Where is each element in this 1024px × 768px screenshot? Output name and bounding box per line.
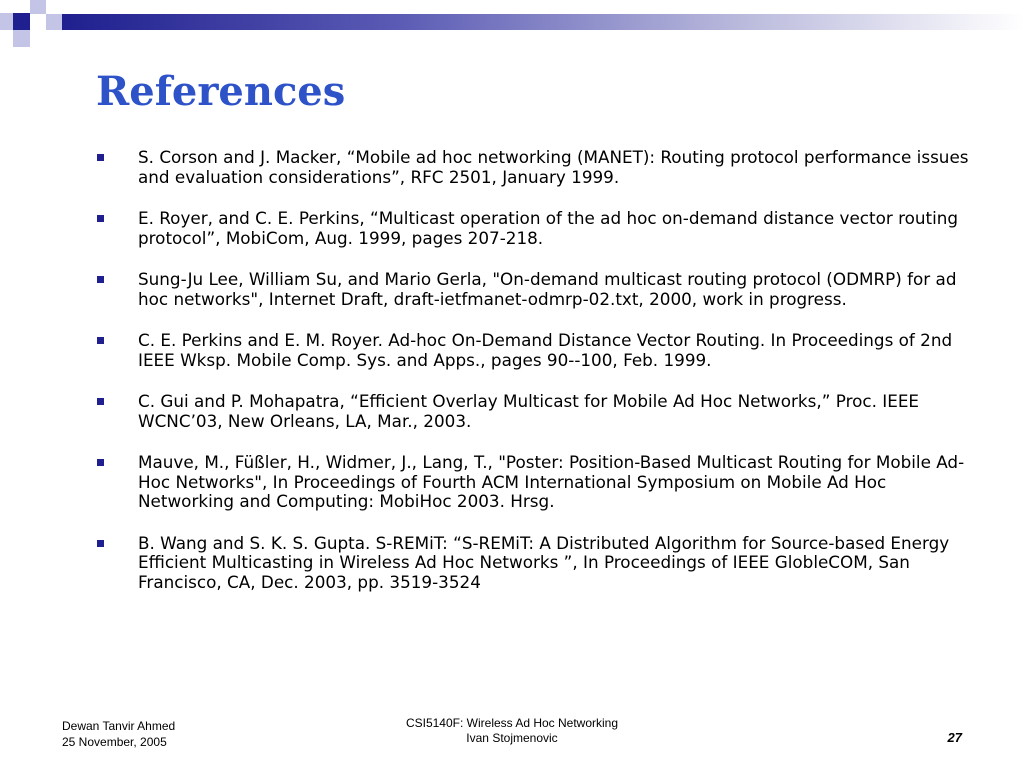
reference-text: C. Gui and P. Mohapatra, “Efficient Overlay Multicast for Mobile Ad Hoc Networks,” Proc. IEEE WCNC’03, New Orleans, LA, Mar., 2003. xyxy=(138,391,920,431)
reference-list xyxy=(96,148,976,614)
footer-course: CSI5140F: Wireless Ad Hoc Networking xyxy=(405,716,619,730)
header-gradient-bar xyxy=(62,14,1024,30)
footer-author: Dewan Tanvir Ahmed xyxy=(62,719,176,733)
reference-item xyxy=(96,148,976,187)
reference-text: Sung-Ju Lee, William Su, and Mario Gerla, "On-demand multicast routing protocol (ODMRP) for ad hoc networks", Internet Draft, draft-ietfmanet-odmrp-02.txt, 2000, work in progress. xyxy=(138,269,957,309)
reference-text: B. Wang and S. K. S. Gupta. S-REMiT: “S-REMiT: A Distributed Algorithm for Source-based Energy Efficient Multicasting in Wireless Ad Hoc Networks ”, In Proceedings of IEEE GlobleCOM, San Francisco, CA, Dec. 2003, pp. 3519-3524 xyxy=(138,532,950,592)
corner-square-decoration xyxy=(30,0,46,14)
square-bullet-icon xyxy=(97,337,104,344)
reference-text: E. Royer, and C. E. Perkins, “Multicast operation of the ad hoc on-demand distance vector routing protocol”, MobiCom, Aug. 1999, pages 207-218. xyxy=(138,208,959,248)
square-bullet-icon xyxy=(97,276,104,283)
square-bullet-icon xyxy=(97,540,104,547)
reference-item xyxy=(96,209,976,248)
reference-text: C. E. Perkins and E. M. Royer. Ad-hoc On-Demand Distance Vector Routing. In Proceedings of 2nd IEEE Wksp. Mobile Comp. Sys. and Apps., pages 90--100, Feb. 1999. xyxy=(138,330,953,370)
footer-author-block xyxy=(62,718,175,750)
footer-instructor: Ivan Stojmenovic xyxy=(466,731,558,745)
square-bullet-icon xyxy=(97,459,104,466)
corner-square-decoration xyxy=(13,13,30,30)
footer-course-block xyxy=(392,716,632,746)
corner-square-decoration xyxy=(0,0,13,13)
corner-square-decoration xyxy=(0,13,13,30)
reference-item xyxy=(96,534,976,593)
corner-square-decoration xyxy=(13,30,30,47)
footer-date: 25 November, 2005 xyxy=(62,735,167,749)
page-number: 27 xyxy=(947,730,962,745)
square-bullet-icon xyxy=(97,398,104,405)
reference-item xyxy=(96,270,976,309)
reference-item xyxy=(96,392,976,431)
reference-text: S. Corson and J. Macker, “Mobile ad hoc networking (MANET): Routing protocol performance issues and evaluation considerations”, RFC 2501, January 1999. xyxy=(138,147,969,187)
corner-square-decoration xyxy=(30,14,46,30)
slide-title: References xyxy=(96,68,346,115)
square-bullet-icon xyxy=(97,215,104,222)
reference-item xyxy=(96,331,976,370)
reference-item xyxy=(96,453,976,512)
corner-square-decoration xyxy=(46,14,62,30)
reference-text: Mauve, M., Füßler, H., Widmer, J., Lang, T., "Poster: Position-Based Multicast Routing for Mobile Ad-Hoc Networks", In Proceedings of Fourth ACM International Symposium on Mobile Ad Hoc Networking and Computing: MobiHoc 2003. Hrsg. xyxy=(138,452,965,511)
corner-square-decoration xyxy=(46,0,62,14)
square-bullet-icon xyxy=(97,154,104,161)
